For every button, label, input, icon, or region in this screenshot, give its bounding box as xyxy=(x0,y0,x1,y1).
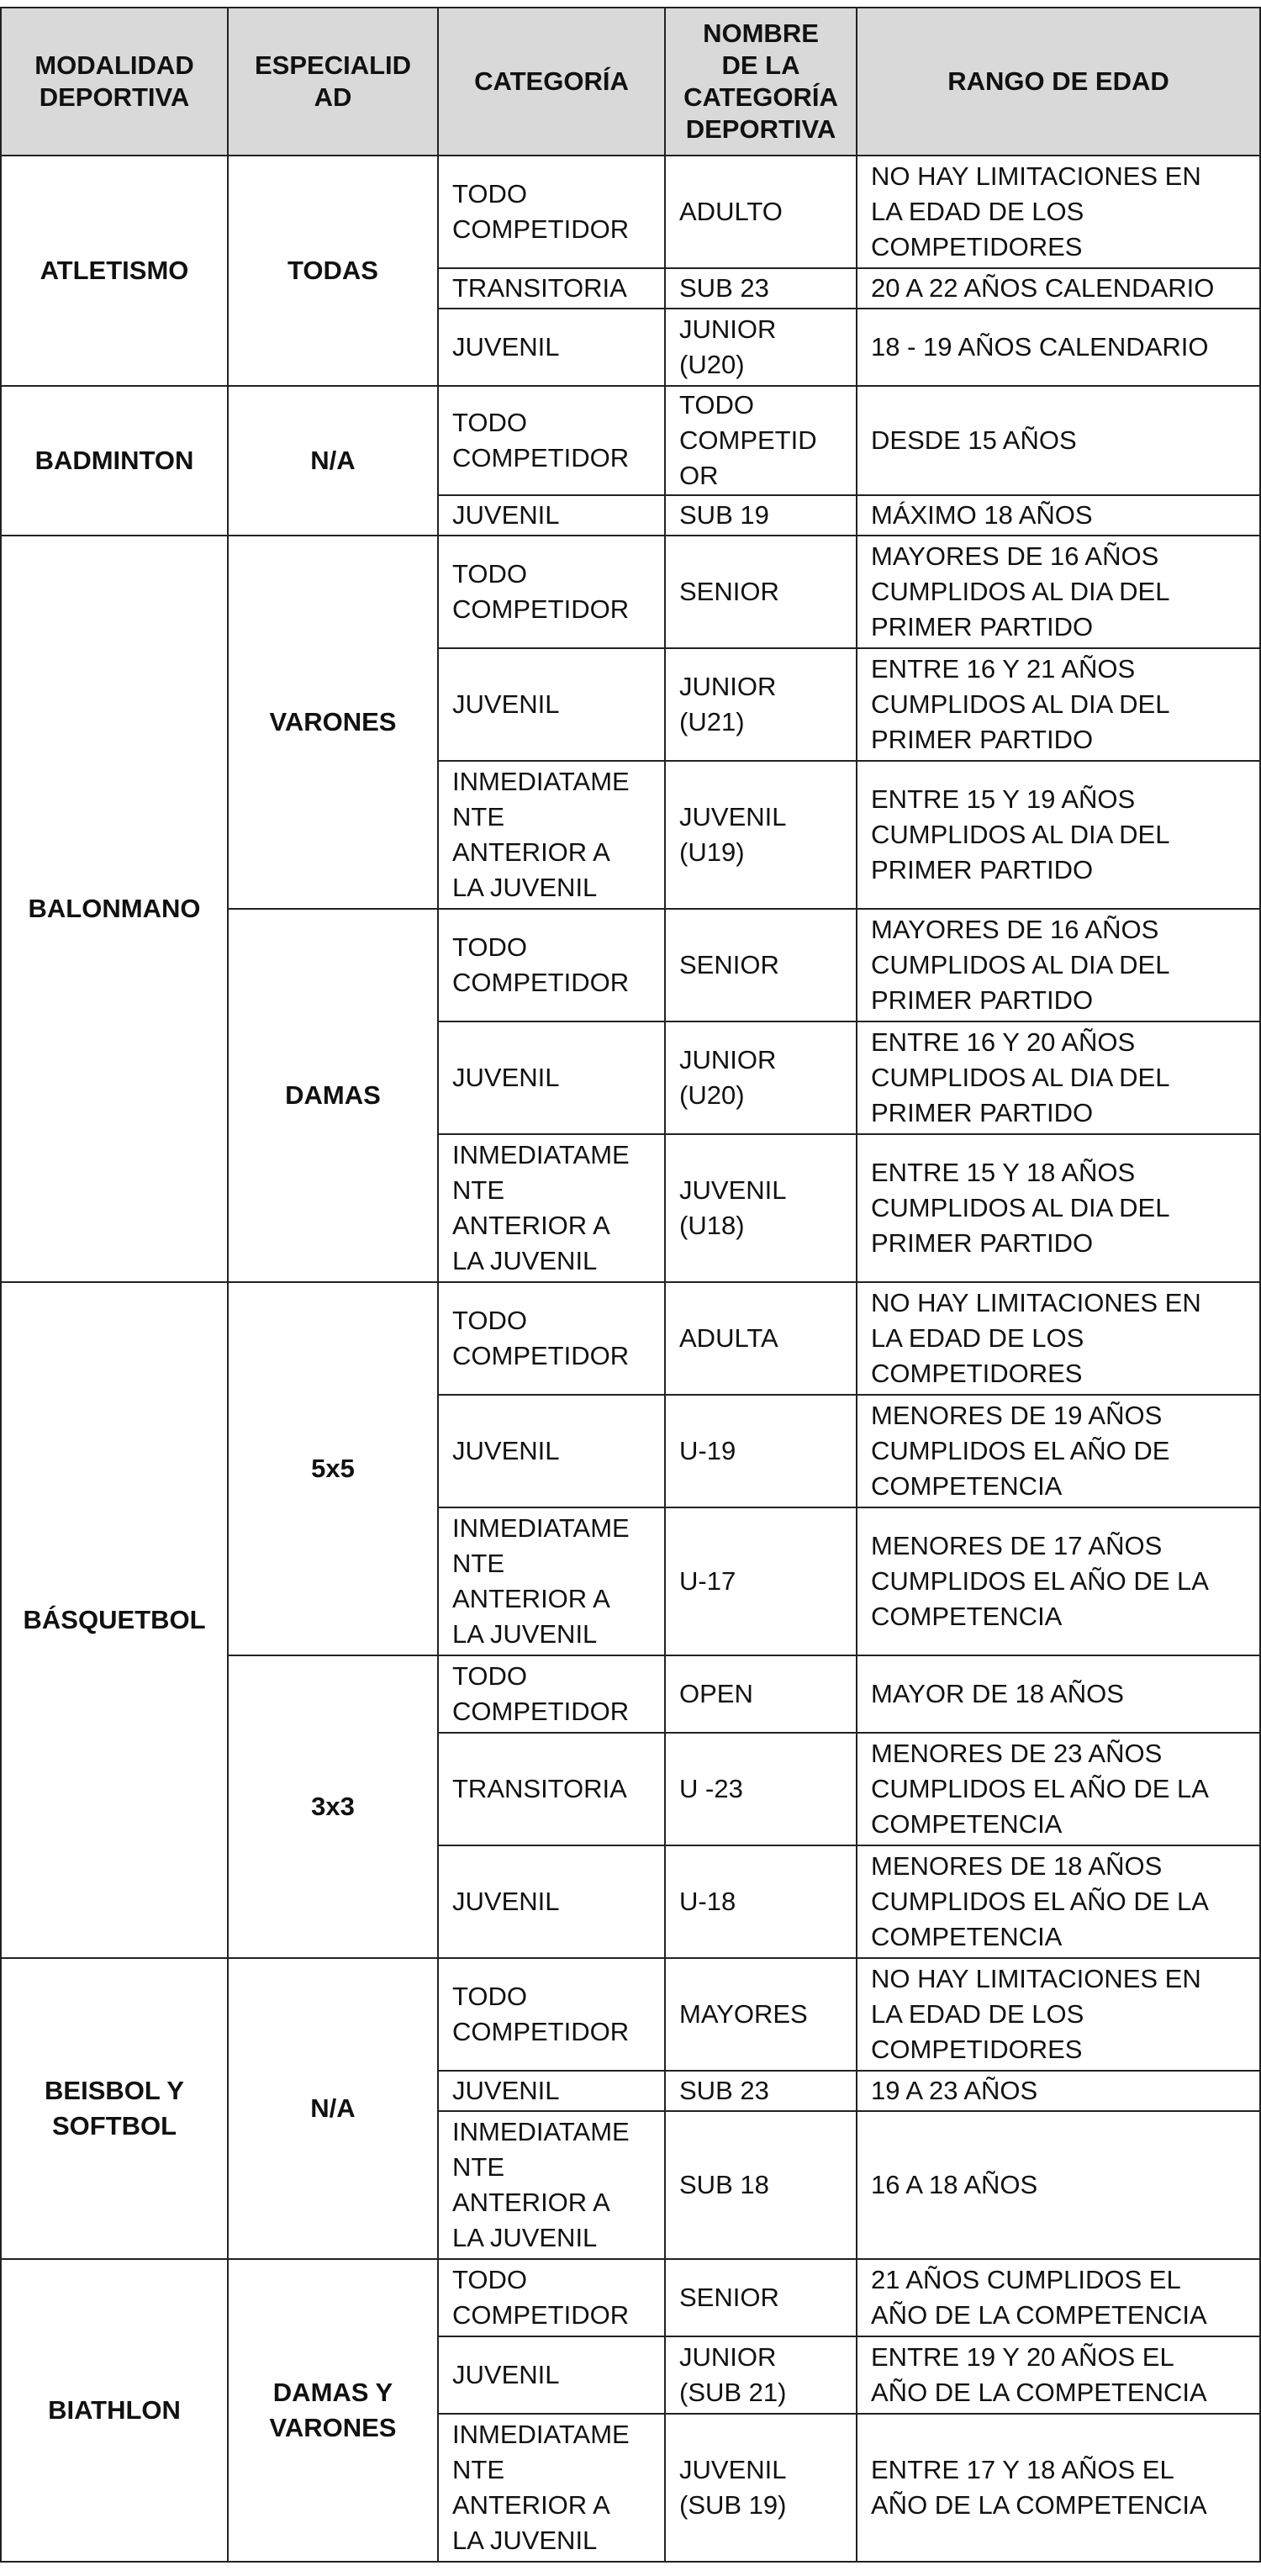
cell-text: BALONMANO xyxy=(28,894,201,923)
table-cell xyxy=(438,1282,665,1395)
group-cell xyxy=(228,1655,438,1958)
table-cell xyxy=(857,1021,1260,1134)
table-cell xyxy=(665,309,857,386)
cell-text: JUVENIL (U19) xyxy=(679,802,787,867)
cell-text: SENIOR xyxy=(679,950,779,979)
cell-text: MAYOR DE 18 AÑOS xyxy=(871,1679,1124,1708)
table-cell xyxy=(438,909,665,1021)
cell-text: INMEDIATAME NTE ANTERIOR A LA JUVENIL xyxy=(452,2420,630,2555)
table-body xyxy=(1,156,1260,2562)
cell-text: TODO COMPETIDOR xyxy=(452,932,630,997)
table-cell xyxy=(665,2071,857,2111)
table-cell xyxy=(857,536,1260,648)
table-cell xyxy=(665,156,857,268)
table-cell xyxy=(438,1733,665,1845)
cell-text: 21 AÑOS CUMPLIDOS EL AÑO DE LA COMPETENCIA xyxy=(871,2265,1207,2330)
table-row xyxy=(1,1282,1260,1395)
cell-text: DESDE 15 AÑOS xyxy=(871,425,1077,455)
table-row xyxy=(1,536,1260,648)
cell-text: INMEDIATAME NTE ANTERIOR A LA JUVENIL xyxy=(452,767,630,902)
table-cell xyxy=(665,1733,857,1845)
table-cell xyxy=(438,648,665,761)
table-cell xyxy=(438,495,665,536)
table-cell xyxy=(665,909,857,1021)
cell-text: DAMAS xyxy=(285,1080,381,1110)
cell-text: ENTRE 15 Y 18 AÑOS CUMPLIDOS AL DIA DEL PRIMER PARTIDO xyxy=(871,1158,1170,1258)
cell-text: JUNIOR (U21) xyxy=(679,672,777,736)
table-cell xyxy=(438,761,665,909)
header-rango-edad xyxy=(857,8,1260,156)
table-cell xyxy=(665,1845,857,1958)
table-cell xyxy=(665,1958,857,2071)
header-modalidad xyxy=(1,8,228,156)
table-cell xyxy=(665,1655,857,1733)
table-cell xyxy=(438,2071,665,2111)
table-cell xyxy=(665,495,857,536)
cell-text: MÁXIMO 18 AÑOS xyxy=(871,500,1093,530)
cell-text: BÁSQUETBOL xyxy=(23,1605,206,1634)
table-cell xyxy=(857,156,1260,268)
table-cell xyxy=(857,268,1260,309)
header-label: ESPECIALID AD xyxy=(254,50,412,112)
group-cell xyxy=(228,909,438,1282)
table-cell xyxy=(857,1282,1260,1395)
header-label: RANGO DE EDAD xyxy=(947,66,1169,96)
cell-text: SUB 23 xyxy=(679,2076,769,2105)
table-cell xyxy=(665,268,857,309)
cell-text: MAYORES DE 16 AÑOS CUMPLIDOS AL DIA DEL PRIMER PARTIDO xyxy=(871,915,1170,1015)
cell-text: ENTRE 16 Y 20 AÑOS CUMPLIDOS AL DIA DEL PRIMER PARTIDO xyxy=(871,1027,1170,1127)
table-cell xyxy=(857,761,1260,909)
table-cell xyxy=(438,156,665,268)
table-cell xyxy=(665,2111,857,2259)
cell-text: MENORES DE 17 AÑOS CUMPLIDOS EL AÑO DE LA COMPETENCIA xyxy=(871,1531,1209,1631)
header-label: MODALIDAD DEPORTIVA xyxy=(34,50,194,112)
header-label: CATEGORÍA xyxy=(474,66,629,96)
cell-text: BEISBOL Y SOFTBOL xyxy=(45,2076,184,2141)
cell-text: JUVENIL xyxy=(452,2360,560,2389)
table-cell xyxy=(665,2336,857,2414)
table-cell xyxy=(857,495,1260,536)
table-cell xyxy=(857,2259,1260,2336)
table-cell xyxy=(438,536,665,648)
cell-text: JUVENIL xyxy=(452,689,560,719)
table-cell xyxy=(665,536,857,648)
table-cell xyxy=(857,2336,1260,2414)
cell-text: U-17 xyxy=(679,1566,736,1596)
group-cell xyxy=(1,1958,228,2259)
table-row xyxy=(1,156,1260,268)
cell-text: INMEDIATAME NTE ANTERIOR A LA JUVENIL xyxy=(452,2117,630,2252)
group-cell xyxy=(1,386,228,536)
cell-text: N/A xyxy=(310,2093,356,2123)
cell-text: 5x5 xyxy=(311,1454,355,1483)
cell-text: MENORES DE 19 AÑOS CUMPLIDOS EL AÑO DE COMPETENCIA xyxy=(871,1401,1170,1501)
cell-text: JUVENIL (SUB 19) xyxy=(679,2455,787,2520)
table-cell xyxy=(438,1507,665,1655)
table-cell xyxy=(438,2259,665,2336)
cell-text: SUB 23 xyxy=(679,273,769,303)
cell-text: MENORES DE 18 AÑOS CUMPLIDOS EL AÑO DE LA COMPETENCIA xyxy=(871,1851,1209,1951)
group-cell xyxy=(228,536,438,909)
table-cell xyxy=(857,2414,1260,2562)
group-cell xyxy=(228,1958,438,2259)
cell-text: JUVENIL xyxy=(452,1063,560,1092)
cell-text: TODO COMPETIDOR xyxy=(452,559,630,624)
table-cell xyxy=(857,909,1260,1021)
cell-text: NO HAY LIMITACIONES EN LA EDAD DE LOS COMPETIDORES xyxy=(871,161,1201,261)
cell-text: U-19 xyxy=(679,1436,736,1465)
cell-text: N/A xyxy=(310,446,356,475)
table-row xyxy=(1,1958,1260,2071)
table-cell xyxy=(438,1958,665,2071)
table-cell xyxy=(857,1395,1260,1507)
cell-text: OPEN xyxy=(679,1679,753,1708)
cell-text: ADULTO xyxy=(679,197,783,226)
cell-text: MENORES DE 23 AÑOS CUMPLIDOS EL AÑO DE LA COMPETENCIA xyxy=(871,1739,1209,1839)
cell-text: ATLETISMO xyxy=(40,256,189,285)
cell-text: TODAS xyxy=(288,256,378,285)
cell-text: ENTRE 17 Y 18 AÑOS EL AÑO DE LA COMPETENCIA xyxy=(871,2455,1207,2520)
table-cell xyxy=(438,309,665,386)
cell-text: JUVENIL xyxy=(452,2076,560,2105)
cell-text: JUVENIL xyxy=(452,500,560,530)
group-cell xyxy=(1,2259,228,2562)
table-cell xyxy=(438,2414,665,2562)
table-cell xyxy=(438,1134,665,1282)
cell-text: 16 A 18 AÑOS xyxy=(871,2170,1038,2199)
cell-text: ADULTA xyxy=(679,1323,778,1353)
cell-text: TODO COMPETIDOR xyxy=(452,1982,630,2046)
cell-text: TODO COMPETIDOR xyxy=(452,408,630,472)
cell-text: JUNIOR (SUB 21) xyxy=(679,2342,787,2407)
cell-text: ENTRE 16 Y 21 AÑOS CUMPLIDOS AL DIA DEL PRIMER PARTIDO xyxy=(871,654,1170,754)
cell-text: BIATHLON xyxy=(48,2395,181,2425)
table-row xyxy=(1,2259,1260,2336)
cell-text: JUNIOR (U20) xyxy=(679,314,777,379)
cell-text: TRANSITORIA xyxy=(452,273,627,303)
table-cell xyxy=(857,2111,1260,2259)
cell-text: ENTRE 15 Y 19 AÑOS CUMPLIDOS AL DIA DEL PRIMER PARTIDO xyxy=(871,784,1170,884)
cell-text: U-18 xyxy=(679,1887,736,1916)
table-cell xyxy=(857,1507,1260,1655)
group-cell xyxy=(228,2259,438,2562)
cell-text: MAYORES DE 16 AÑOS CUMPLIDOS AL DIA DEL PRIMER PARTIDO xyxy=(871,541,1170,641)
cell-text: SUB 19 xyxy=(679,500,769,530)
cell-text: NO HAY LIMITACIONES EN LA EDAD DE LOS COMPETIDORES xyxy=(871,1964,1201,2064)
table-cell xyxy=(438,2336,665,2414)
table-cell xyxy=(857,309,1260,386)
cell-text: SENIOR xyxy=(679,2283,779,2312)
cell-text: MAYORES xyxy=(679,1999,808,2029)
group-cell xyxy=(228,1282,438,1655)
cell-text: 19 A 23 AÑOS xyxy=(871,2076,1038,2105)
table-cell xyxy=(857,386,1260,495)
table-cell xyxy=(665,2259,857,2336)
table-cell xyxy=(438,268,665,309)
cell-text: SENIOR xyxy=(679,577,779,606)
table-cell xyxy=(438,1395,665,1507)
table-cell xyxy=(857,1733,1260,1845)
cell-text: JUVENIL xyxy=(452,1436,560,1465)
cell-text: JUVENIL xyxy=(452,1887,560,1916)
table-cell xyxy=(665,1282,857,1395)
table-row xyxy=(1,386,1260,495)
table-cell xyxy=(665,1507,857,1655)
cell-text: 20 A 22 AÑOS CALENDARIO xyxy=(871,273,1215,303)
table-cell xyxy=(665,1134,857,1282)
cell-text: TODO COMPETIDOR xyxy=(452,2265,630,2330)
table-cell xyxy=(438,386,665,495)
group-cell xyxy=(228,386,438,536)
cell-text: TRANSITORIA xyxy=(452,1774,627,1803)
cell-text: SUB 18 xyxy=(679,2170,769,2199)
table-cell xyxy=(438,1021,665,1134)
header-especialidad xyxy=(228,8,438,156)
cell-text: U -23 xyxy=(679,1774,743,1803)
age-category-table xyxy=(0,7,1261,2563)
cell-text: JUVENIL (U18) xyxy=(679,1175,787,1240)
cell-text: 3x3 xyxy=(311,1792,355,1821)
cell-text: INMEDIATAME NTE ANTERIOR A LA JUVENIL xyxy=(452,1140,630,1275)
group-cell xyxy=(1,156,228,386)
cell-text: INMEDIATAME NTE ANTERIOR A LA JUVENIL xyxy=(452,1513,630,1649)
cell-text: BADMINTON xyxy=(34,446,194,475)
table-cell xyxy=(438,1845,665,1958)
header-nombre-categoria xyxy=(665,8,857,156)
cell-text: TODO COMPETIDOR xyxy=(452,179,630,244)
table-cell xyxy=(857,2071,1260,2111)
table-cell xyxy=(857,1134,1260,1282)
cell-text: TODO COMPETIDOR xyxy=(452,1661,630,1726)
table-cell xyxy=(857,1958,1260,2071)
header-categoria xyxy=(438,8,665,156)
group-cell xyxy=(1,1282,228,1958)
group-cell xyxy=(228,156,438,386)
header-label: NOMBRE DE LA CATEGORÍA DEPORTIVA xyxy=(683,18,838,144)
table-cell xyxy=(665,386,857,495)
table-cell xyxy=(665,761,857,909)
cell-text: VARONES xyxy=(269,707,397,736)
group-cell xyxy=(1,536,228,1282)
header-row xyxy=(1,8,1260,156)
table-cell xyxy=(665,2414,857,2562)
table-cell xyxy=(665,648,857,761)
cell-text: 18 - 19 AÑOS CALENDARIO xyxy=(871,332,1209,362)
table-cell xyxy=(857,648,1260,761)
cell-text: NO HAY LIMITACIONES EN LA EDAD DE LOS COMPETIDORES xyxy=(871,1288,1201,1388)
cell-text: TODO COMPETID OR xyxy=(679,390,817,490)
cell-text: TODO COMPETIDOR xyxy=(452,1306,630,1370)
table-cell xyxy=(438,2111,665,2259)
cell-text: JUVENIL xyxy=(452,332,560,362)
table-cell xyxy=(857,1845,1260,1958)
table-cell xyxy=(857,1655,1260,1733)
cell-text: DAMAS Y VARONES xyxy=(269,2378,397,2442)
cell-text: ENTRE 19 Y 20 AÑOS EL AÑO DE LA COMPETENCIA xyxy=(871,2342,1207,2407)
table-cell xyxy=(665,1021,857,1134)
table-cell xyxy=(665,1395,857,1507)
table-cell xyxy=(438,1655,665,1733)
cell-text: JUNIOR (U20) xyxy=(679,1045,777,1110)
